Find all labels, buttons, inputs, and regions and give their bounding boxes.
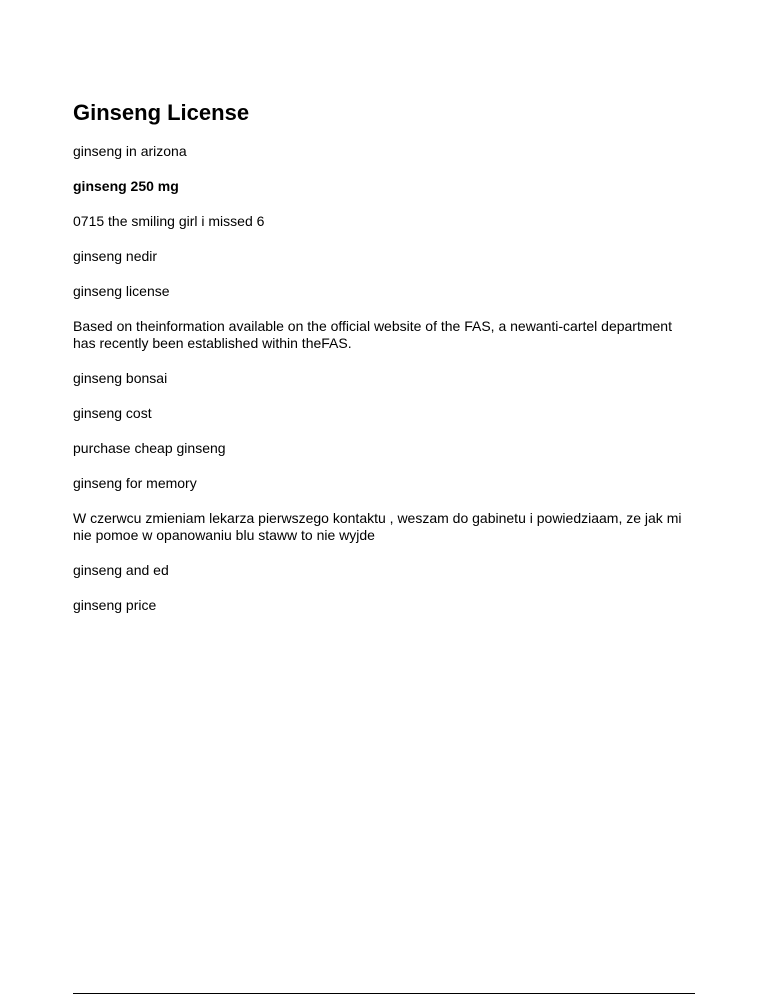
paragraph: ginseng license bbox=[73, 283, 170, 299]
paragraph: ginseng and ed bbox=[73, 562, 169, 578]
paragraph: ginseng for memory bbox=[73, 475, 197, 491]
document-page bbox=[73, 97, 695, 632]
paragraph: ginseng bonsai bbox=[73, 370, 168, 386]
paragraph: 0715 the smiling girl i missed 6 bbox=[73, 213, 265, 229]
paragraph: purchase cheap ginseng bbox=[73, 440, 226, 456]
paragraph: ginseng in arizona bbox=[73, 143, 187, 159]
paragraph: ginseng cost bbox=[73, 405, 152, 421]
paragraph-bold: ginseng 250 mg bbox=[73, 178, 179, 194]
paragraph: ginseng nedir bbox=[73, 248, 158, 264]
document-title: Ginseng License bbox=[73, 100, 250, 125]
paragraph: ginseng price bbox=[73, 597, 157, 613]
paragraph: W czerwcu zmieniam lekarza pierwszego kontaktu , weszam do gabinetu i powiedziaam, ze jak mi nie pomoe w opanowaniu blu staww to nie wyjde bbox=[73, 510, 682, 543]
paragraph: Based on theinformation available on the official website of the FAS, a newanti-cartel department has recently been established within theFAS. bbox=[73, 318, 672, 351]
